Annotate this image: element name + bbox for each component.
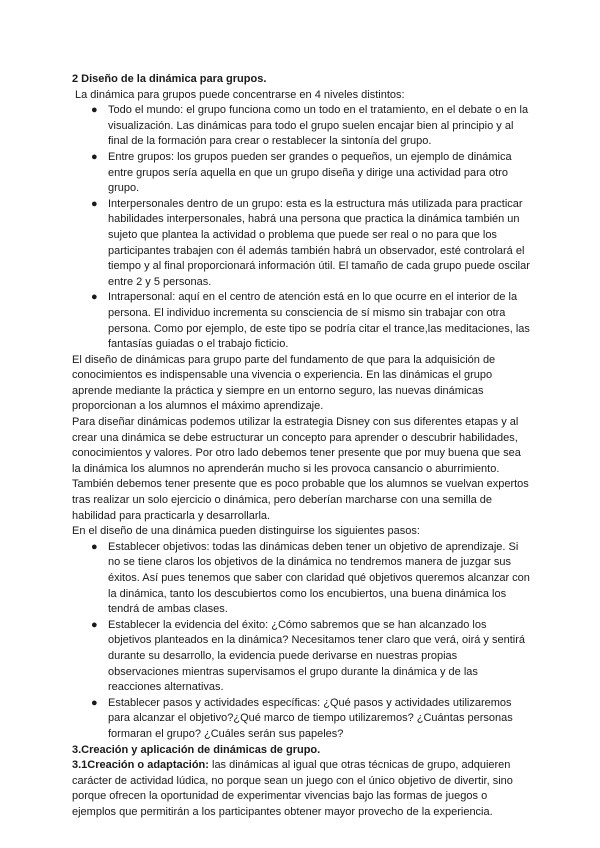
bullet-icon: ● — [91, 197, 98, 210]
list-item — [72, 696, 530, 743]
list-item-text: Interpersonales dentro de un grupo: esta es la estructura más utilizada para practicar habilidades interpersonales, habrá una persona que practica la dinámica también un sujeto que plantea la actividad o problema que puede ser real o no para que los participantes trabajen con él además también habrá un observador, esté controlará el tiempo y al final proporcionará información útil. El tamaño de cada grupo puede oscilar entre 2 y 5 personas. — [108, 197, 530, 288]
bullet-icon: ● — [91, 618, 98, 631]
list-item-text: Establecer la evidencia del éxito: ¿Cómo sabremos que se han alcanzado los objetivos planteados en la dinámica? Necesitamos tener claro que verá, oirá y sentirá durante su desarrollo, la evidencia puede derivarse en nuestras propias observaciones mientras supervisamos el grupo durante la dinámica y de las reacciones alternativas. — [108, 618, 526, 694]
list-item-text: Establecer objetivos: todas las dinámicas deben tener un objetivo de aprendizaje. Si no se tiene claros los objetivos de la dinámica no tendremos manera de juzgar sus éxitos. Así pues tenemos que saber con claridad qué objetivos queremos alcanzar con la dinámica, tanto los descubiertos como los encubiertos, una buena dinámica los tendrá de ambas clases. — [108, 540, 530, 616]
list-item — [72, 150, 530, 197]
list-item-text: Establecer pasos y actividades específicas: ¿Qué pasos y actividades utilizaremos para alcanzar el objetivo?¿Qué marco de tiempo utilizaremos? ¿Cuántas personas formaran el grupo? ¿Cuáles serán sus papeles? — [108, 696, 513, 740]
paragraph-foundation: El diseño de dinámicas para grupo parte del fundamento de que para la adquisición de conocimientos es indispensable una vivencia o experiencia. En las dinámicas el grupo aprende mediante la práctica y siempre en un entorno seguro, las nuevas dinámicas proporcionan a los alumnos el máximo aprendizaje. — [72, 353, 496, 413]
bullet-icon: ● — [91, 291, 98, 304]
list-item-text: Entre grupos: los grupos pueden ser grandes o pequeños, un ejemplo de dinámica entre grupos sería aquella en que un grupo diseña y dirige una actividad para otro grupo. — [108, 150, 512, 195]
bullet-icon: ● — [91, 540, 98, 553]
subsection-label: 3.1Creación o adaptación: — [72, 759, 209, 772]
subsection-3-1 — [72, 758, 530, 820]
levels-intro: La dinámica para grupos puede concentrarse en 4 niveles distintos: — [75, 88, 405, 101]
list-item — [72, 540, 530, 618]
list-item — [72, 290, 530, 352]
document-page — [72, 72, 530, 821]
section-3-heading: 3.Creación y aplicación de dinámicas de grupo. — [72, 743, 321, 756]
steps-intro: En el diseño de una dinámica pueden distinguirse los siguientes pasos: — [72, 525, 420, 538]
subsection-text: las dinámicas al igual que otras técnicas de grupo, adquieren carácter de actividad lúdica, no porque sean un juego con el único objetivo de divertir, sino porque ofrecen la oportunidad de experimentar vivencias bajo las formas de juegos o ejemplos que permitirán a los participantes obtener mayor provecho de la experiencia. — [72, 759, 513, 818]
bullet-icon: ● — [91, 104, 98, 117]
bullet-icon: ● — [91, 150, 98, 163]
list-item — [72, 197, 530, 291]
list-item-text: Todo el mundo: el grupo funciona como un todo en el tratamiento, en el debate o en la visualización. Las dinámicas para todo el grupo suelen encajar bien al principio y al final de la formación para crear o restablecer la sintonía del grupo. — [108, 104, 529, 148]
levels-list — [72, 103, 530, 353]
list-item-text: Intrapersonal: aquí en el centro de atención está en lo que ocurre en el interior de la persona. El individuo incrementa su consciencia de sí mismo sin trabajar con otra persona. Como por ejemplo, de este tipo se podría citar el trance,las meditaciones, las fantasías guiadas o el trabajo ficticio. — [108, 291, 530, 351]
bullet-icon: ● — [91, 696, 98, 709]
list-item — [72, 103, 530, 150]
list-item — [72, 618, 530, 696]
steps-list — [72, 540, 530, 743]
section-2-heading: 2 Diseño de la dinámica para grupos. — [72, 73, 267, 85]
paragraph-disney-strategy: Para diseñar dinámicas podemos utilizar la estrategia Disney con sus diferentes etapas y al crear una dinámica se debe estructurar un concepto para aprender o descubrir habilidades, conocimientos y valores. Por otro lado debemos tener presente que por muy buena que sea la dinámica los alumnos no aprenderán mucho si les provoca cansancio o aburrimiento. También debemos tener presente que es poco probable que los alumnos se vuelvan expertos tras realizar un solo ejercicio o dinámica, pero deberían marcharse con una semilla de habilidad para practicarla y desarrollarla. — [72, 416, 529, 522]
